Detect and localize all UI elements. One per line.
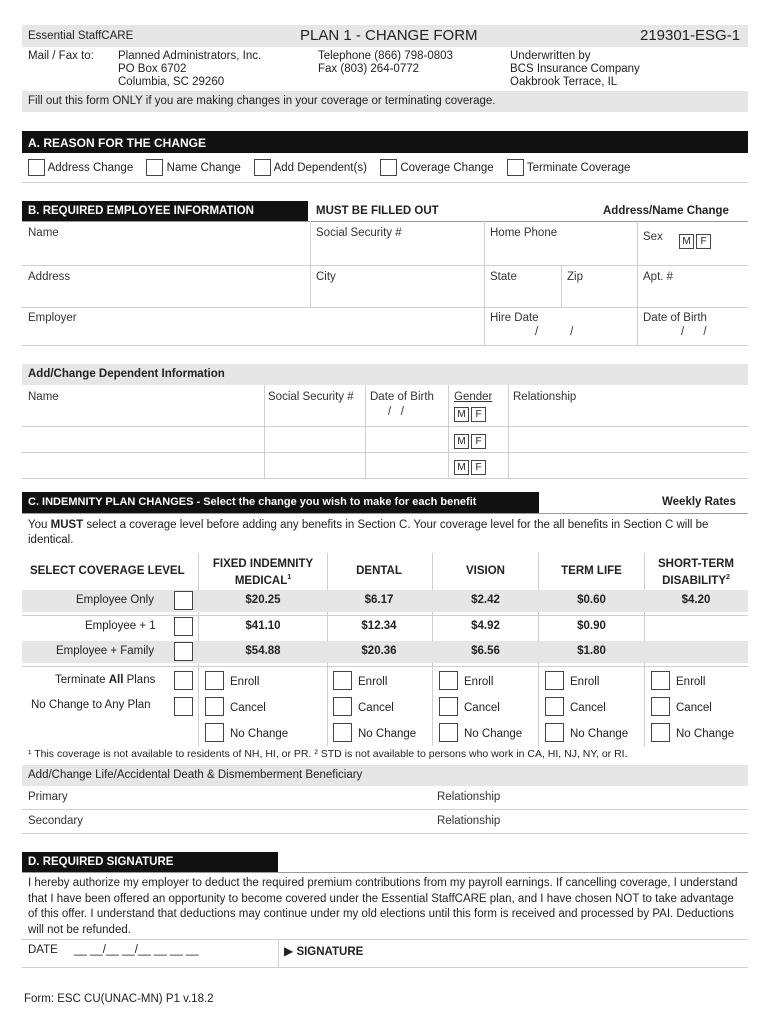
dep-dob-header: Date of Birth: [370, 391, 434, 403]
reason-terminate-coverage[interactable]: [507, 162, 631, 174]
admin-line: Columbia, SC 29260: [118, 76, 225, 88]
vision-nochange-checkbox[interactable]: [439, 723, 458, 742]
rate-cell: $54.88: [245, 645, 281, 657]
rate-cell: $12.34: [361, 620, 397, 632]
level-employee-only: Employee Only: [76, 594, 154, 606]
phone-line: Telephone (866) 798-0803: [318, 50, 453, 62]
checkbox[interactable]: [28, 159, 45, 176]
choice-label: No Change: [570, 728, 629, 740]
authorization-text: I hereby authorize my employer to deduct the required premium contributions from my payroll earnings. If cancelling coverage, I understand that I have been offered an opportunity to become covered under the Essential StaffCARE plan, and I have chosen NOT to take advantage of this offer. I understand that deductions may continue under my old elections until this form is received and processed by PAI. Deductions will not be refunded.: [28, 877, 738, 936]
divider: [484, 221, 485, 345]
fax-line: Fax (803) 264-0772: [318, 63, 420, 75]
divider: [22, 833, 748, 834]
vision-enroll-checkbox[interactable]: [439, 671, 458, 690]
admin-line: PO Box 6702: [118, 63, 187, 75]
divider: [637, 221, 638, 345]
dep-dob-slashes: / /: [388, 406, 404, 418]
gender-f-box[interactable]: F: [471, 434, 486, 449]
rate-cell: $6.17: [364, 594, 394, 606]
date-label: DATE: [28, 944, 58, 956]
divider: [310, 221, 311, 307]
primary-beneficiary-field[interactable]: Primary: [28, 791, 68, 803]
checkbox[interactable]: [146, 159, 163, 176]
divider: [508, 385, 509, 478]
section-a-title: A. REASON FOR THE CHANGE: [28, 136, 207, 150]
employee-plus-1-checkbox[interactable]: [174, 617, 193, 636]
address-name-change-label: Address/Name Change: [603, 205, 729, 217]
dep-gender-row-2: [454, 434, 488, 449]
signature-field[interactable]: [284, 944, 363, 958]
divider: [22, 345, 748, 346]
divider: [22, 307, 748, 308]
std-enroll-checkbox[interactable]: [651, 671, 670, 690]
option-label: Address Change: [47, 161, 134, 174]
hire-date-field[interactable]: Hire Date: [490, 312, 539, 324]
state-field[interactable]: State: [490, 271, 517, 283]
divider: [22, 967, 748, 968]
dep-relationship-header: Relationship: [513, 391, 577, 403]
notice-text: Fill out this form ONLY if you are making changes in your coverage or terminating coverage.: [28, 95, 496, 107]
rate-cell: $4.20: [681, 594, 711, 606]
choice-label: Enroll: [464, 676, 494, 688]
rate-cell: $41.10: [245, 620, 281, 632]
choice-label: Enroll: [570, 676, 600, 688]
admin-address: [118, 50, 261, 89]
divider: [22, 939, 748, 940]
term-life-header: TERM LIFE: [561, 565, 622, 577]
no-change-any-label: No Change to Any Plan: [31, 699, 151, 711]
zip-field[interactable]: Zip: [567, 271, 583, 283]
divider: [22, 809, 748, 810]
employee-family-checkbox[interactable]: [174, 642, 193, 661]
term-life-nochange-checkbox[interactable]: [545, 723, 564, 742]
coverage-level-header: SELECT COVERAGE LEVEL: [30, 565, 185, 577]
city-field[interactable]: City: [316, 271, 336, 283]
form-title: PLAN 1 - CHANGE FORM: [300, 27, 478, 44]
vision-header: VISION: [466, 565, 505, 577]
reason-options: [28, 159, 630, 176]
dep-gender-row-3: [454, 460, 488, 475]
choice-label: Cancel: [230, 702, 266, 714]
checkbox[interactable]: [507, 159, 524, 176]
divider: [22, 182, 748, 183]
must-fill-label: MUST BE FILLED OUT: [316, 205, 439, 217]
choice-label: Cancel: [676, 702, 712, 714]
divider: [22, 513, 748, 514]
footnote: ¹ This coverage is not available to residents of NH, HI, or PR. ² STD is not available to persons who work in CA, HI, NJ, NY, or RI.: [28, 748, 628, 760]
choice-label: Cancel: [464, 702, 500, 714]
terminate-text: Terminate: [55, 674, 109, 686]
underwriter-line: BCS Insurance Company: [510, 63, 640, 75]
term-life-cancel-checkbox[interactable]: [545, 697, 564, 716]
weekly-rates-label: Weekly Rates: [662, 496, 736, 508]
divider: [22, 265, 748, 266]
underwriter: [510, 50, 640, 89]
choice-label: No Change: [230, 728, 289, 740]
arrow-right-icon: ▶: [284, 944, 294, 958]
col-header-text: FIXED INDEMNITY MEDICAL: [212, 558, 314, 587]
dep-name-header: Name: [28, 391, 59, 403]
gender-m-box[interactable]: M: [454, 407, 469, 422]
dependent-title: Add/Change Dependent Information: [28, 368, 225, 380]
checkbox[interactable]: [380, 159, 397, 176]
option-label: Coverage Change: [400, 161, 494, 174]
divider: [561, 265, 562, 307]
choice-label: Enroll: [358, 676, 388, 688]
primary-relationship-field[interactable]: Relationship: [437, 791, 501, 803]
rate-cell: $6.56: [471, 645, 500, 657]
note-must: MUST: [50, 519, 84, 531]
secondary-relationship-field[interactable]: Relationship: [437, 815, 501, 827]
choice-label: No Change: [358, 728, 417, 740]
option-label: Add Dependent(s): [273, 161, 367, 174]
section-c-title: C. INDEMNITY PLAN CHANGES - Select the change you wish to make for each benefit: [28, 496, 477, 508]
no-change-any-checkbox[interactable]: [174, 697, 193, 716]
gender-f-box[interactable]: F: [471, 460, 486, 475]
footnote-mark: 1: [287, 574, 292, 581]
underwriter-line: Underwritten by: [510, 50, 591, 62]
secondary-beneficiary-field[interactable]: Secondary: [28, 815, 83, 827]
underwriter-line: Oakbrook Terrace, IL: [510, 76, 618, 88]
divider: [264, 385, 265, 478]
term-life-enroll-checkbox[interactable]: [545, 671, 564, 690]
sex-options: [679, 234, 713, 249]
divider: [22, 426, 748, 427]
company-name: Essential StaffCARE: [28, 30, 134, 42]
level-employee-plus-1: Employee + 1: [85, 620, 156, 632]
medical-enroll-checkbox[interactable]: [205, 671, 224, 690]
note-text: You: [28, 519, 51, 531]
form-footer: Form: ESC CU(UNAC-MN) P1 v.18.2: [24, 993, 214, 1005]
section-c-note: [28, 518, 743, 548]
sex-m-box[interactable]: M: [679, 234, 694, 249]
signature-label: SIGNATURE: [296, 946, 364, 958]
rate-cell: $20.25: [245, 594, 281, 606]
reason-coverage-change[interactable]: [380, 162, 494, 174]
col-header-text: SHORT-TERM DISABILITY: [657, 558, 735, 587]
dep-gender-header: Gender: [454, 391, 493, 403]
section-d-title: D. REQUIRED SIGNATURE: [28, 856, 174, 868]
divider: [22, 478, 748, 479]
dep-gender-row-1: [454, 407, 488, 422]
dental-header: DENTAL: [356, 565, 402, 577]
choice-label: No Change: [676, 728, 735, 740]
terminate-all-bold: All: [108, 674, 124, 686]
medical-nochange-checkbox[interactable]: [205, 723, 224, 742]
address-field[interactable]: Address: [28, 271, 71, 283]
rate-cell: $20.36: [361, 645, 397, 657]
divider: [448, 385, 449, 478]
name-field[interactable]: Name: [28, 227, 59, 239]
choice-label: Enroll: [676, 676, 706, 688]
dob-field[interactable]: Date of Birth: [643, 312, 707, 324]
rate-cell: $0.60: [577, 594, 606, 606]
terminate-text: Plans: [123, 674, 156, 686]
level-employee-family: Employee + Family: [56, 645, 155, 657]
gender-m-box[interactable]: M: [454, 460, 469, 475]
option-label: Terminate Coverage: [526, 161, 631, 174]
beneficiary-title: Add/Change Life/Accidental Death & Dismemberment Beneficiary: [28, 769, 363, 781]
gender-m-box[interactable]: M: [454, 434, 469, 449]
option-label: Name Change: [166, 161, 241, 174]
employee-only-checkbox[interactable]: [174, 591, 193, 610]
employer-field[interactable]: Employer: [28, 312, 77, 324]
dental-cancel-checkbox[interactable]: [333, 697, 352, 716]
admin-line: Planned Administrators, Inc.: [118, 50, 262, 62]
std-cancel-checkbox[interactable]: [651, 697, 670, 716]
choice-label: No Change: [464, 728, 523, 740]
medical-header: [200, 557, 326, 588]
divider: [22, 221, 748, 222]
ssn-field[interactable]: Social Security #: [316, 227, 402, 239]
rate-cell: $2.42: [471, 594, 500, 606]
reason-address-change[interactable]: [28, 162, 133, 174]
terminate-all-checkbox[interactable]: [174, 671, 193, 690]
divider: [278, 939, 279, 967]
rate-cell: $0.90: [577, 620, 606, 632]
divider: [22, 666, 748, 667]
std-header: [646, 557, 746, 588]
dob-slashes: / /: [681, 326, 707, 338]
rate-cell: $1.80: [577, 645, 606, 657]
home-phone-field[interactable]: Home Phone: [490, 227, 558, 239]
medical-cancel-checkbox[interactable]: [205, 697, 224, 716]
divider: [22, 872, 748, 873]
divider: [22, 452, 748, 453]
rate-cell: $4.92: [471, 620, 500, 632]
sex-f-box[interactable]: F: [696, 234, 711, 249]
apt-field[interactable]: Apt. #: [643, 271, 674, 283]
terminate-all-label: [55, 674, 155, 686]
choice-label: Cancel: [570, 702, 606, 714]
form-code: 219301-ESG-1: [640, 27, 741, 44]
choice-label: Enroll: [230, 676, 260, 688]
checkbox[interactable]: [254, 159, 271, 176]
vision-cancel-checkbox[interactable]: [439, 697, 458, 716]
gender-f-box[interactable]: F: [471, 407, 486, 422]
date-field[interactable]: __ __/__ __/__ __ __ __: [74, 944, 199, 956]
section-b-title: B. REQUIRED EMPLOYEE INFORMATION: [28, 205, 254, 217]
dental-enroll-checkbox[interactable]: [333, 671, 352, 690]
reason-add-dependent[interactable]: [254, 162, 367, 174]
reason-name-change[interactable]: [146, 162, 240, 174]
dep-ssn-header: Social Security #: [268, 391, 354, 403]
choice-label: Cancel: [358, 702, 394, 714]
std-nochange-checkbox[interactable]: [651, 723, 670, 742]
mail-label: Mail / Fax to:: [28, 50, 94, 62]
divider: [22, 615, 748, 616]
sex-label: Sex: [643, 231, 663, 243]
footnote-mark: 2: [725, 574, 730, 581]
contact-phone: [318, 50, 453, 76]
hire-date-slashes: / /: [535, 326, 574, 338]
dental-nochange-checkbox[interactable]: [333, 723, 352, 742]
note-text: select a coverage level before adding any benefits in Section C. Your coverage level for the all benefits in Section C will be identical.: [28, 519, 709, 546]
divider: [365, 385, 366, 478]
